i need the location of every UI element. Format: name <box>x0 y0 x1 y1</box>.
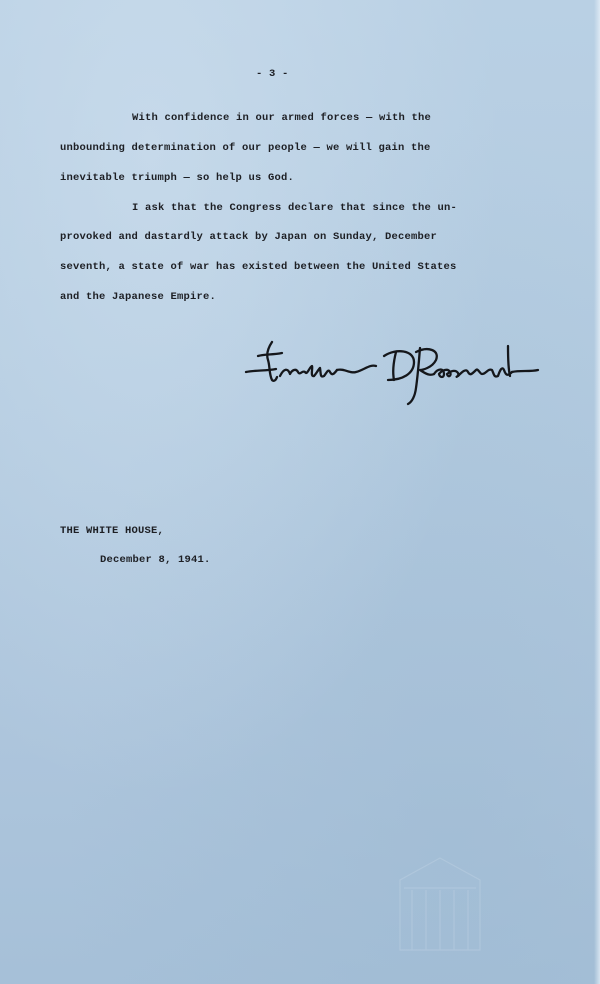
paragraph-line: seventh, a state of war has existed between the United States <box>60 261 457 273</box>
paragraph-line: provoked and dastardly attack by Japan on Sunday, December <box>60 231 438 243</box>
watermark-emblem <box>380 850 500 960</box>
paragraph-line: inevitable triumph — so help us God. <box>60 172 295 184</box>
paragraph-line: and the Japanese Empire. <box>60 291 217 303</box>
signature <box>236 330 546 410</box>
paragraph-line: I ask that the Congress declare that since the un- <box>132 202 458 214</box>
sender-line: THE WHITE HOUSE, <box>60 525 165 537</box>
paragraph-line: unbounding determination of our people — we will gain the <box>60 142 431 154</box>
paragraph-line: With confidence in our armed forces — with the <box>132 112 432 124</box>
date-line: December 8, 1941. <box>100 554 211 566</box>
page-number: - 3 - <box>256 68 289 80</box>
